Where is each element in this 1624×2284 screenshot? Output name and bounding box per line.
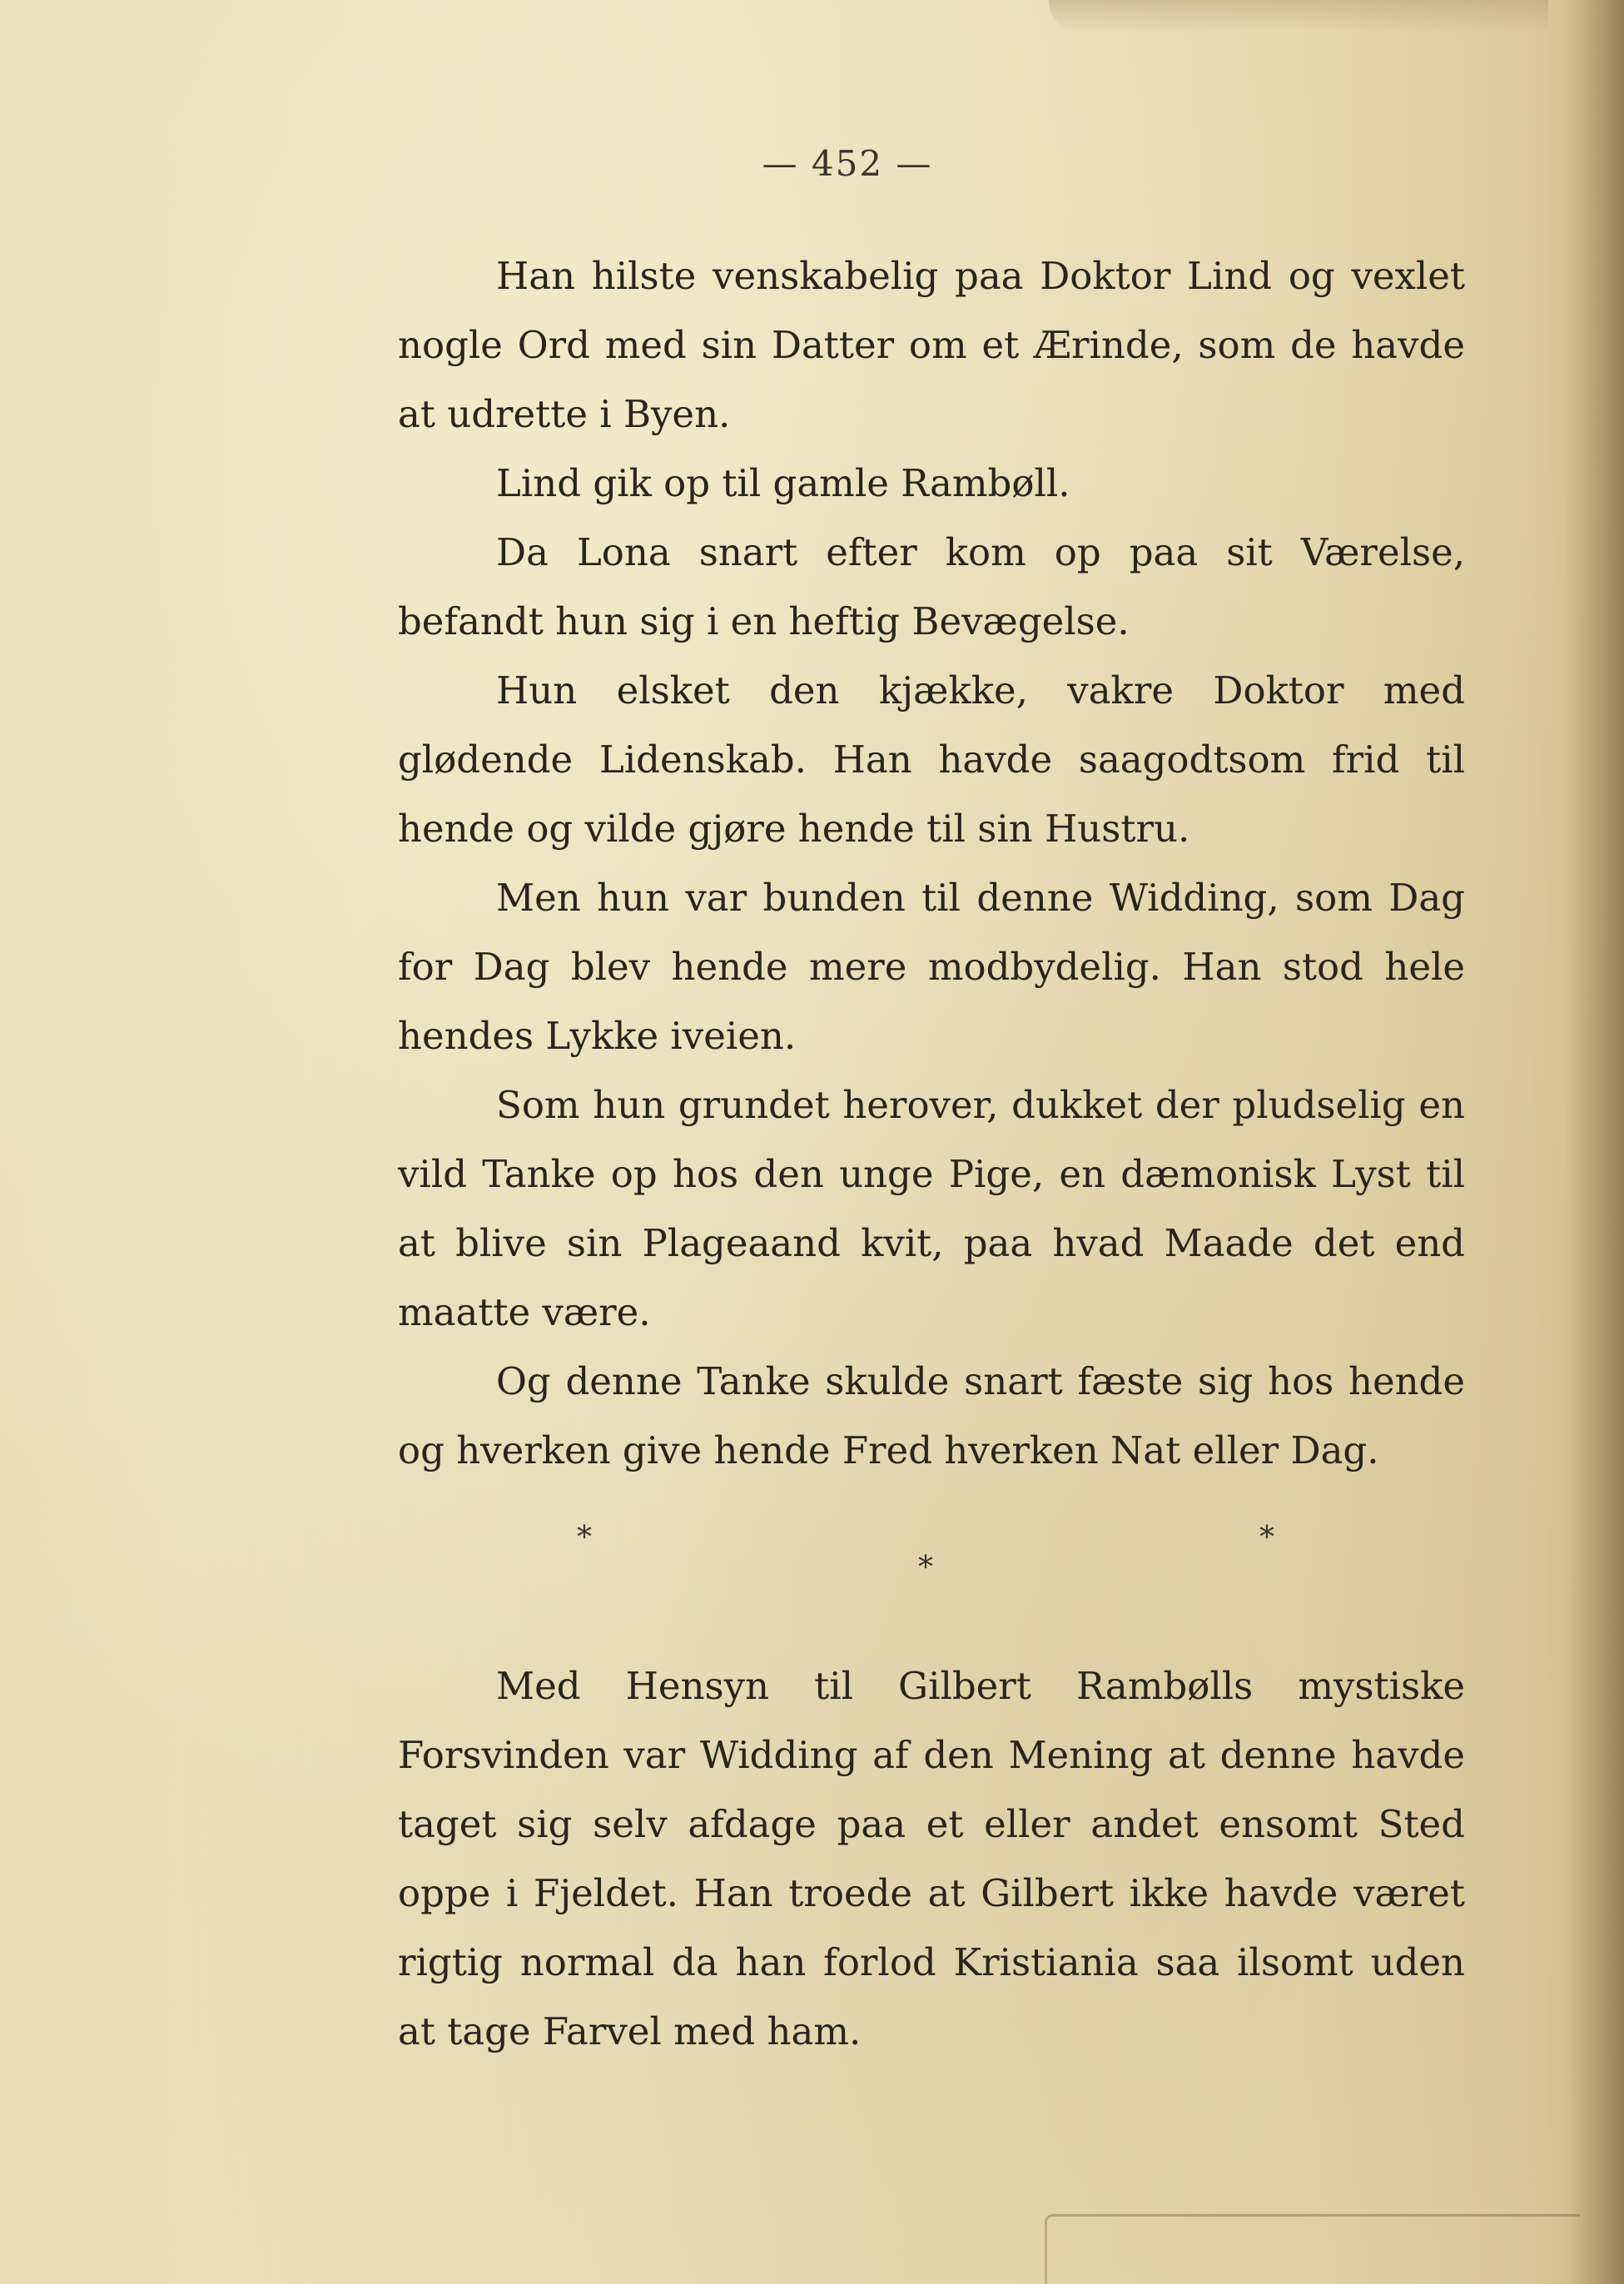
paragraph: Lind gik op til gamle Rambøll. <box>496 461 1070 505</box>
asterisk-mark: * <box>918 1551 933 1585</box>
page-edge-shadow <box>1566 0 1624 2284</box>
paragraph: Men hun var bunden til denne Widding, som Dag for Dag blev hende mere modbydelig. Han stod hele hendes Lykke iveien. <box>398 876 1465 1058</box>
asterisk-mark: * <box>577 1521 592 1555</box>
page-number: — 452 — <box>762 143 933 184</box>
paragraph: Som hun grundet herover, dukket der pludselig en vild Tanke op hos den unge Pige, en dæmonisk Lyst til at blive sin Plageaand kvit, paa hvad Maade det end maatte være. <box>398 1083 1465 1334</box>
asterisk-mark: * <box>1259 1521 1274 1555</box>
paper-stain <box>1049 0 1548 33</box>
paragraph: Med Hensyn til Gilbert Rambølls mystiske Forsvinden var Widding af den Mening at denne havde taget sig selv afdage paa et eller andet ensomt Sted oppe i Fjeldet. Han troede at Gilbert ikke havde været rigtig normal da han forlod Kristiania saa ilsomt uden at tage Farvel med ham. <box>398 1664 1465 2053</box>
paragraph: Og denne Tanke skulde snart fæste sig hos hende og hverken give hende Fred hverken Nat eller Dag. <box>398 1359 1465 1472</box>
paragraph: Da Lona snart efter kom op paa sit Værelse, befandt hun sig i en heftig Bevægelse. <box>398 530 1465 643</box>
paragraph: Han hilste venskabelig paa Doktor Lind og vexlet nogle Ord med sin Datter om et Ærinde, som de havde at udrette i Byen. <box>398 254 1465 436</box>
paragraph: Hun elsket den kjække, vakre Doktor med glødende Lidenskab. Han havde saagodtsom frid til hende og vilde gjøre hende til sin Hustru. <box>398 668 1465 851</box>
body-text <box>398 241 1465 2066</box>
section-break <box>398 1485 1465 1651</box>
paper-fold-mark <box>1045 2214 1580 2284</box>
